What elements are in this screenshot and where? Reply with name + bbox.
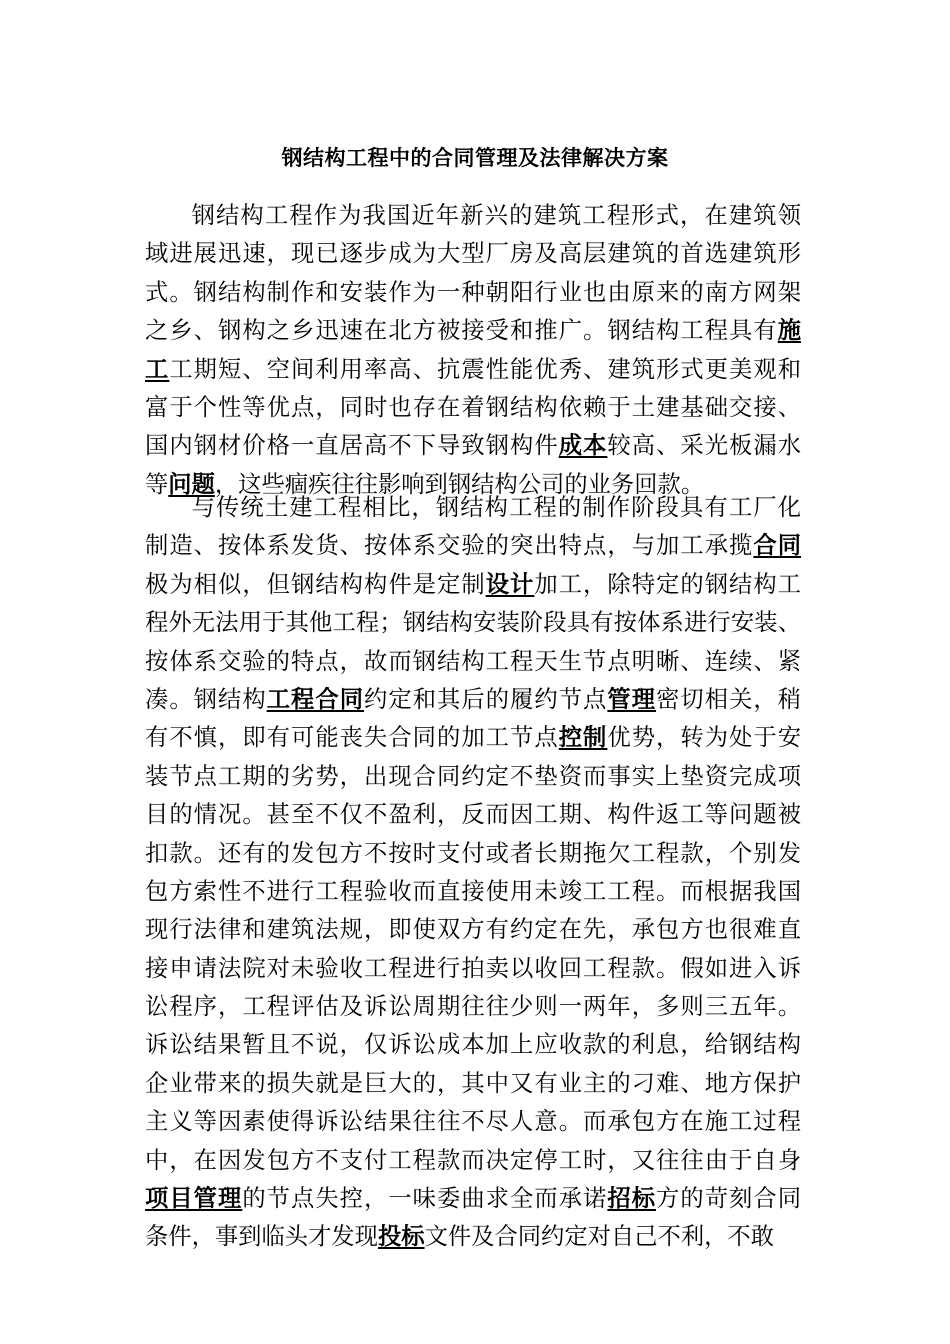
document-title: 钢结构工程中的合同管理及法律解决方案 (281, 146, 669, 170)
text-run: 中，在因发包方不支付工程款而决定停工时，又往往由于自身 (145, 1146, 801, 1174)
text-run: 等 (145, 470, 169, 498)
text-run: 之乡、钢构之乡迅速在北方被接受和推广。钢结构工程具有 (145, 317, 778, 345)
text-run: 密切相关，稍 (656, 685, 802, 713)
text-run: 扣款。还有的发包方不按时支付或者长期拖欠工程款，个别发 (145, 839, 801, 867)
text-run: 按体系交验的特点，故而钢结构工程天生节点明晰、连续、紧 (145, 647, 801, 675)
text-run: 域进展迅速，现已逐步成为大型厂房及高层建筑的首选建筑形 (145, 240, 801, 268)
text-run: 企业带来的损失就是巨大的，其中又有业主的刁难、地方保护 (145, 1069, 801, 1097)
text-run: 诉讼结果暂且不说，仅诉讼成本加上应收款的利息，给钢结构 (145, 1031, 801, 1059)
text-run: 条件，事到临头才发现 (145, 1223, 378, 1251)
keyword-link[interactable]: 工 (145, 355, 170, 383)
text-line (145, 1103, 801, 1141)
keyword-link[interactable]: 合同 (753, 532, 802, 560)
text-line (145, 873, 801, 911)
text-run: 讼程序，工程评估及诉讼周期往往少则一两年，多则三五年。 (145, 993, 801, 1021)
text-line (145, 719, 801, 757)
text-line (145, 1180, 801, 1218)
text-run: 加工，除特定的钢结构工 (534, 570, 802, 598)
text-line (145, 1026, 801, 1064)
text-line (145, 427, 801, 465)
text-run: 目的情况。甚至不仅不盈利，反而因工期、构件返工等问题被 (145, 801, 801, 829)
keyword-link[interactable]: 问题 (168, 470, 215, 498)
text-line (145, 758, 801, 796)
text-line (145, 566, 801, 604)
text-line (145, 796, 801, 834)
text-line (145, 604, 801, 642)
text-run: 接申请法院对未验收工程进行拍卖以收回工程款。假如进入诉 (145, 954, 801, 982)
keyword-link[interactable]: 控制 (558, 724, 608, 752)
text-run: 装节点工期的劣势，出现合同约定不垫资而事实上垫资完成项 (145, 762, 801, 790)
text-line (145, 950, 801, 988)
text-line (145, 1065, 801, 1103)
keyword-link[interactable]: 工程合同 (266, 685, 365, 713)
paragraph (145, 489, 801, 1257)
text-run: 有不慎，即有可能丧失合同的加工节点 (145, 724, 559, 752)
text-line (145, 988, 801, 1026)
text-line (145, 681, 801, 719)
text-run: 方的苛刻合同 (656, 1185, 802, 1213)
text-line (145, 274, 801, 312)
text-run: 主义等因素使得诉讼结果往往不尽人意。而承包方在施工过程 (145, 1108, 801, 1136)
text-run: 国内钢材价格一直居高不下导致钢构件 (145, 432, 559, 460)
text-run: 式。钢结构制作和安装作为一种朝阳行业也由原来的南方网架 (145, 278, 801, 306)
text-line (145, 1218, 801, 1256)
text-run: 工期短、空间利用率高、抗震性能优秀、建筑形式更美观和 (169, 355, 802, 383)
text-run: 文件及合同约定对自己不利，不敢 (424, 1223, 775, 1251)
text-line (145, 1142, 801, 1180)
text-run: 包方索性不进行工程验收而直接使用未竣工工程。而根据我国 (145, 877, 801, 905)
text-run: 极为相似，但钢结构构件是定制 (145, 570, 486, 598)
keyword-link[interactable]: 施 (777, 317, 801, 345)
text-run: 钢结构工程作为我国近年新兴的建筑工程形式，在建筑领 (191, 202, 801, 229)
text-line (145, 235, 801, 273)
text-line (145, 197, 801, 235)
text-run: 制造、按体系发货、按体系交验的突出特点，与加工承揽 (145, 532, 754, 560)
text-run: 与传统土建工程相比，钢结构工程的制作阶段具有工厂化 (191, 494, 801, 521)
keyword-link[interactable]: 设计 (485, 570, 535, 598)
keyword-link[interactable]: 投标 (377, 1223, 425, 1251)
keyword-link[interactable]: 项目管理 (145, 1185, 243, 1213)
keyword-link[interactable]: 成本 (558, 432, 608, 460)
text-line (145, 835, 801, 873)
text-line (145, 527, 801, 565)
keyword-link[interactable]: 管理 (607, 685, 657, 713)
text-line (145, 312, 801, 350)
text-line (145, 643, 801, 681)
text-line (145, 489, 801, 527)
text-run: 程外无法用于其他工程；钢结构安装阶段具有按体系进行安装、 (145, 609, 801, 637)
text-line (145, 911, 801, 949)
keyword-link[interactable]: 招标 (607, 1185, 657, 1213)
text-line (145, 351, 801, 389)
text-run: 优势，转为处于安 (607, 724, 802, 752)
text-run: 较高、采光板漏水 (607, 432, 802, 460)
text-line (145, 389, 801, 427)
text-run: 凑。钢结构 (145, 685, 267, 713)
text-run: 富于个性等优点，同时也存在着钢结构依赖于土建基础交接、 (145, 393, 801, 421)
paragraph (145, 197, 801, 504)
text-run: 现行法律和建筑法规，即使双方有约定在先，承包方也很难直 (145, 916, 801, 944)
text-run: 约定和其后的履约节点 (364, 685, 608, 713)
text-run: 的节点失控，一味委曲求全而承诺 (242, 1185, 608, 1213)
text-run: ，这些痼疾往往影响到钢结构公司的业务回款。 (214, 470, 705, 498)
